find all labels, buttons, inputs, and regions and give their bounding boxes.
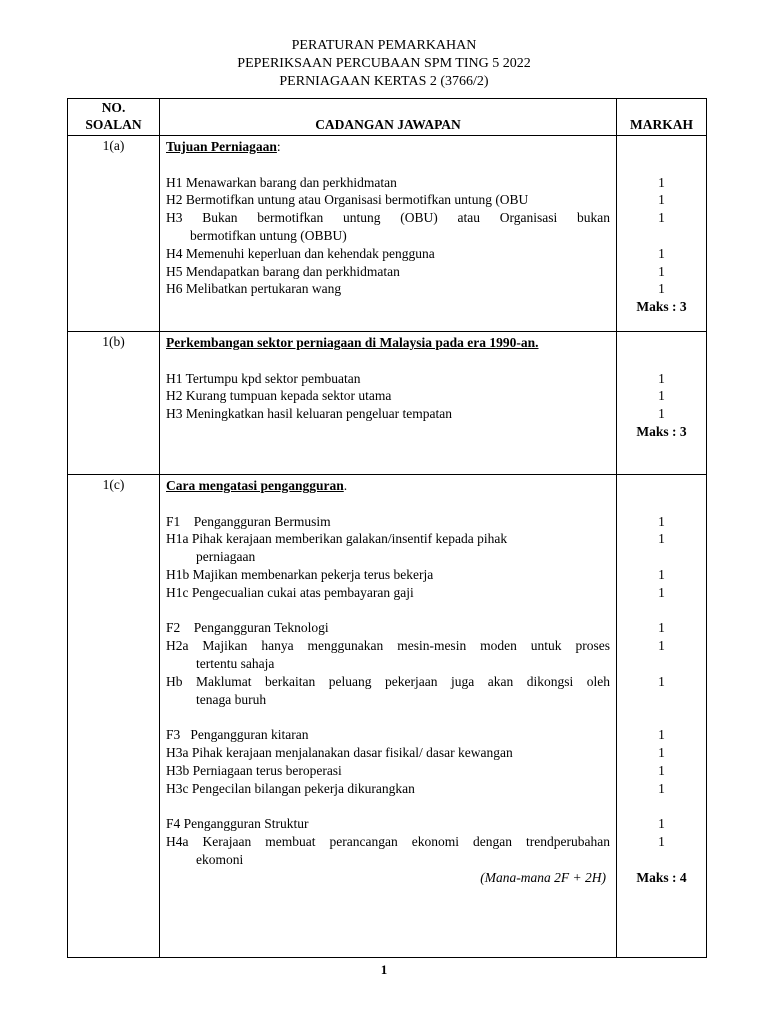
mark-value: 1: [658, 174, 665, 190]
mark-value: 1: [658, 727, 665, 743]
mark-value: 1: [658, 192, 665, 208]
answer-line: H6 Melibatkan pertukaran wang: [166, 281, 342, 297]
header-marks: MARKAH: [617, 99, 707, 136]
mark-value: 1: [658, 584, 665, 600]
max-marks: Maks : 3: [636, 299, 687, 315]
mark-value: 1: [658, 762, 665, 778]
mark-value: 1: [658, 370, 665, 386]
title-suffix: .: [343, 478, 348, 493]
answer-cell: [160, 332, 617, 475]
answer-line: H3c Pengecilan bilangan pekerja dikurangkan: [166, 780, 415, 796]
answer-line: H3a Pihak kerajaan menjalanakan dasar fisikal/ dasar kewangan: [166, 744, 513, 760]
answer-line: perniagaan: [196, 549, 256, 565]
answer-line: H1a Pihak kerajaan memberikan galakan/insentif kepada pihak: [166, 531, 508, 547]
factor-line: F2 Pengangguran Teknologi: [166, 620, 329, 636]
mark-value: 1: [658, 673, 665, 689]
mark-value: 1: [658, 513, 665, 529]
answer-line: H3 Bukan bermotifkan untung (OBU) atau Organisasi bukan: [166, 210, 610, 226]
marking-scheme-table: [67, 98, 707, 958]
selection-note: (Mana-mana 2F + 2H): [480, 869, 606, 885]
table-row-1b: [68, 332, 707, 475]
answer-line: H2a Majikan hanya menggunakan mesin-mesin moden untuk proses: [166, 638, 610, 654]
section-title: [166, 138, 610, 156]
answer-line: H2 Kurang tumpuan kepada sektor utama: [166, 388, 392, 404]
mark-value: 1: [658, 531, 665, 547]
section-title: Perkembangan sektor perniagaan di Malaysia pada era 1990-an.: [166, 335, 539, 350]
answer-line: Hb Maklumat berkaitan peluang pekerjaan juga akan dikongsi oleh: [166, 673, 610, 689]
header-title: PERATURAN PEMARKAHAN: [291, 38, 477, 53]
section-title-text: Cara mengatasi pengangguran: [166, 478, 344, 493]
page-number: 1: [380, 962, 388, 977]
title-suffix: :: [276, 139, 281, 154]
mark-value: 1: [658, 245, 665, 261]
answer-line: H1 Tertumpu kpd sektor pembuatan: [166, 370, 361, 386]
mark-value: 1: [658, 388, 665, 404]
answer-line: tenaga buruh: [196, 691, 267, 707]
max-marks: Maks : 3: [636, 423, 687, 439]
mark-value: 1: [658, 744, 665, 760]
answer-line: tertentu sahaja: [196, 655, 275, 671]
mark-value: 1: [658, 566, 665, 582]
table-row-1a: [68, 136, 707, 332]
answer-line: H5 Mendapatkan barang dan perkhidmatan: [166, 263, 400, 279]
header-soalan-label: SOALAN: [85, 117, 142, 132]
answer-line: H1c Pengecualian cukai atas pembayaran gaji: [166, 584, 414, 600]
table-row-1c: [68, 475, 707, 958]
answer-line: H1 Menawarkan barang dan perkhidmatan: [166, 174, 397, 190]
marks-cell: [617, 332, 707, 475]
factor-line: F4 Pengangguran Struktur: [166, 816, 309, 832]
answer-line: bermotifkan untung (OBBU): [190, 227, 347, 243]
mark-value: 1: [658, 281, 665, 297]
answer-cell: [160, 136, 617, 332]
header-question-no: [68, 99, 160, 136]
table-header-row: [68, 99, 707, 136]
section-title-text: Tujuan Perniagaan: [166, 139, 277, 154]
marks-cell: [617, 475, 707, 958]
factor-line: F1 Pengangguran Bermusim: [166, 513, 331, 529]
mark-value: 1: [658, 406, 665, 422]
answer-line: H3 Meningkatkan hasil keluaran pengeluar tempatan: [166, 406, 453, 422]
mark-value: 1: [658, 210, 665, 226]
answer-line: H4 Memenuhi keperluan dan kehendak pengguna: [166, 245, 435, 261]
mark-value: 1: [658, 263, 665, 279]
answer-line: H4a Kerajaan membuat perancangan ekonomi dengan trendperubahan: [166, 833, 610, 849]
header-no-label: NO.: [101, 100, 126, 115]
answer-cell: [160, 475, 617, 958]
question-number: 1(b): [68, 332, 160, 475]
header-answer: CADANGAN JAWAPAN: [160, 99, 617, 136]
mark-value: 1: [658, 816, 665, 832]
answer-line: H1b Majikan membenarkan pekerja terus bekerja: [166, 566, 434, 582]
document-header: [0, 37, 768, 91]
mark-value: 1: [658, 780, 665, 796]
marks-cell: [617, 136, 707, 332]
question-number: 1(c): [68, 475, 160, 958]
mark-value: 1: [658, 638, 665, 654]
answer-line: ekomoni: [196, 851, 244, 867]
max-marks: Maks : 4: [636, 869, 687, 885]
answer-line: H2 Bermotifkan untung atau Organisasi bermotifkan untung (OBU: [166, 192, 529, 208]
header-paper: PERNIAGAAN KERTAS 2 (3766/2): [279, 74, 489, 89]
mark-value: 1: [658, 620, 665, 636]
header-exam: PEPERIKSAAN PERCUBAAN SPM TING 5 2022: [237, 56, 531, 71]
answer-line: H3b Perniagaan terus beroperasi: [166, 762, 342, 778]
section-title: [166, 477, 610, 495]
factor-line: F3 Pengangguran kitaran: [166, 727, 309, 743]
mark-value: 1: [658, 833, 665, 849]
question-number: 1(a): [68, 136, 160, 332]
